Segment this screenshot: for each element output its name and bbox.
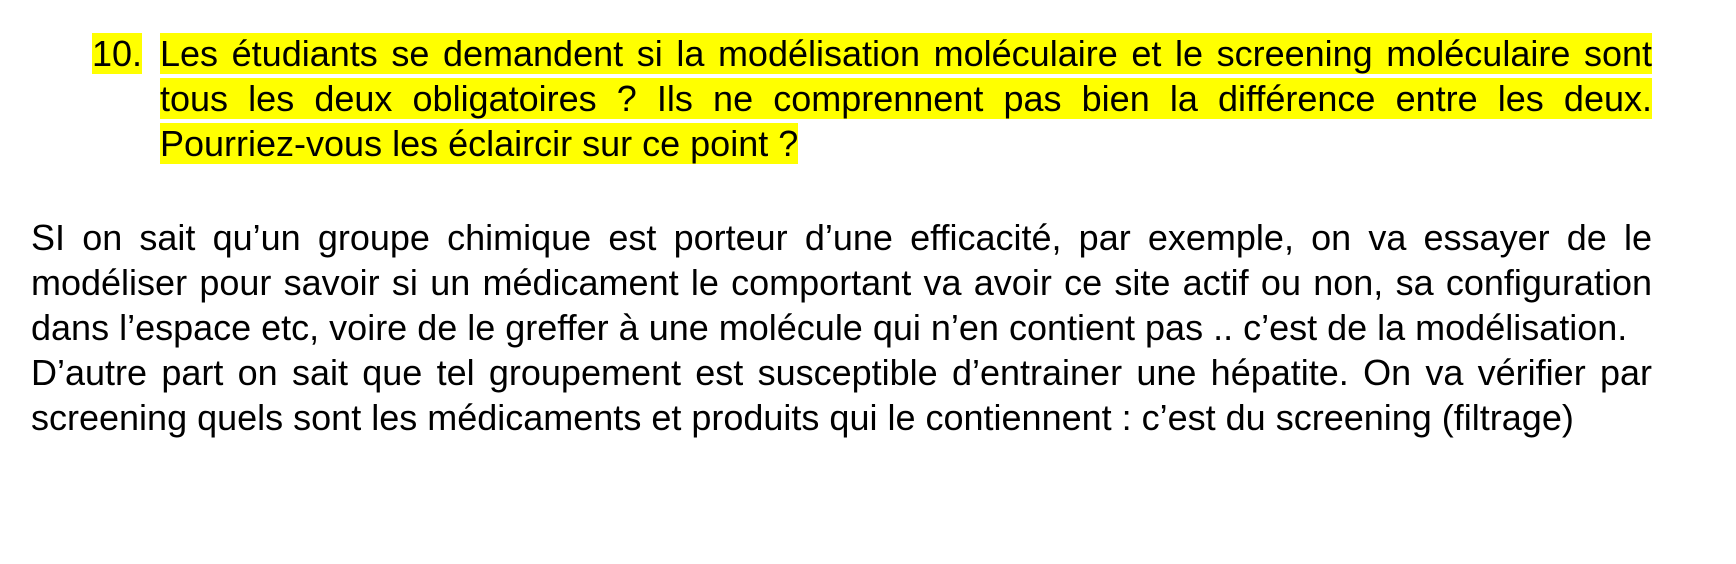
question-number-highlight: 10. <box>92 33 143 74</box>
answer-paragraph-2: D’autre part on sait que tel groupement est susceptible d’entrainer une hépatite. On va vérifier par screening quels sont les médicaments et produits qui le contiennent : c’est du screening (filtrage) <box>31 352 1652 438</box>
answer-block <box>31 215 1652 440</box>
answer-paragraph-1: SI on sait qu’un groupe chimique est porteur d’une efficacité, par exemple, on va essayer de le modéliser pour savoir si un médicament le comportant va avoir ce site actif ou non, sa configuration dans l’espace etc, voire de le greffer à une molécule qui n’en contient pas .. c’est de la modélisation. <box>31 217 1652 348</box>
question-item <box>92 31 1652 166</box>
question-number <box>92 31 160 166</box>
question-text <box>160 31 1652 166</box>
question-text-highlight: Les étudiants se demandent si la modélisation moléculaire et le screening moléculaire sont tous les deux obligatoires ? Ils ne comprennent pas bien la différence entre les deux. Pourriez-vous les éclaircir sur ce point ? <box>160 33 1652 164</box>
